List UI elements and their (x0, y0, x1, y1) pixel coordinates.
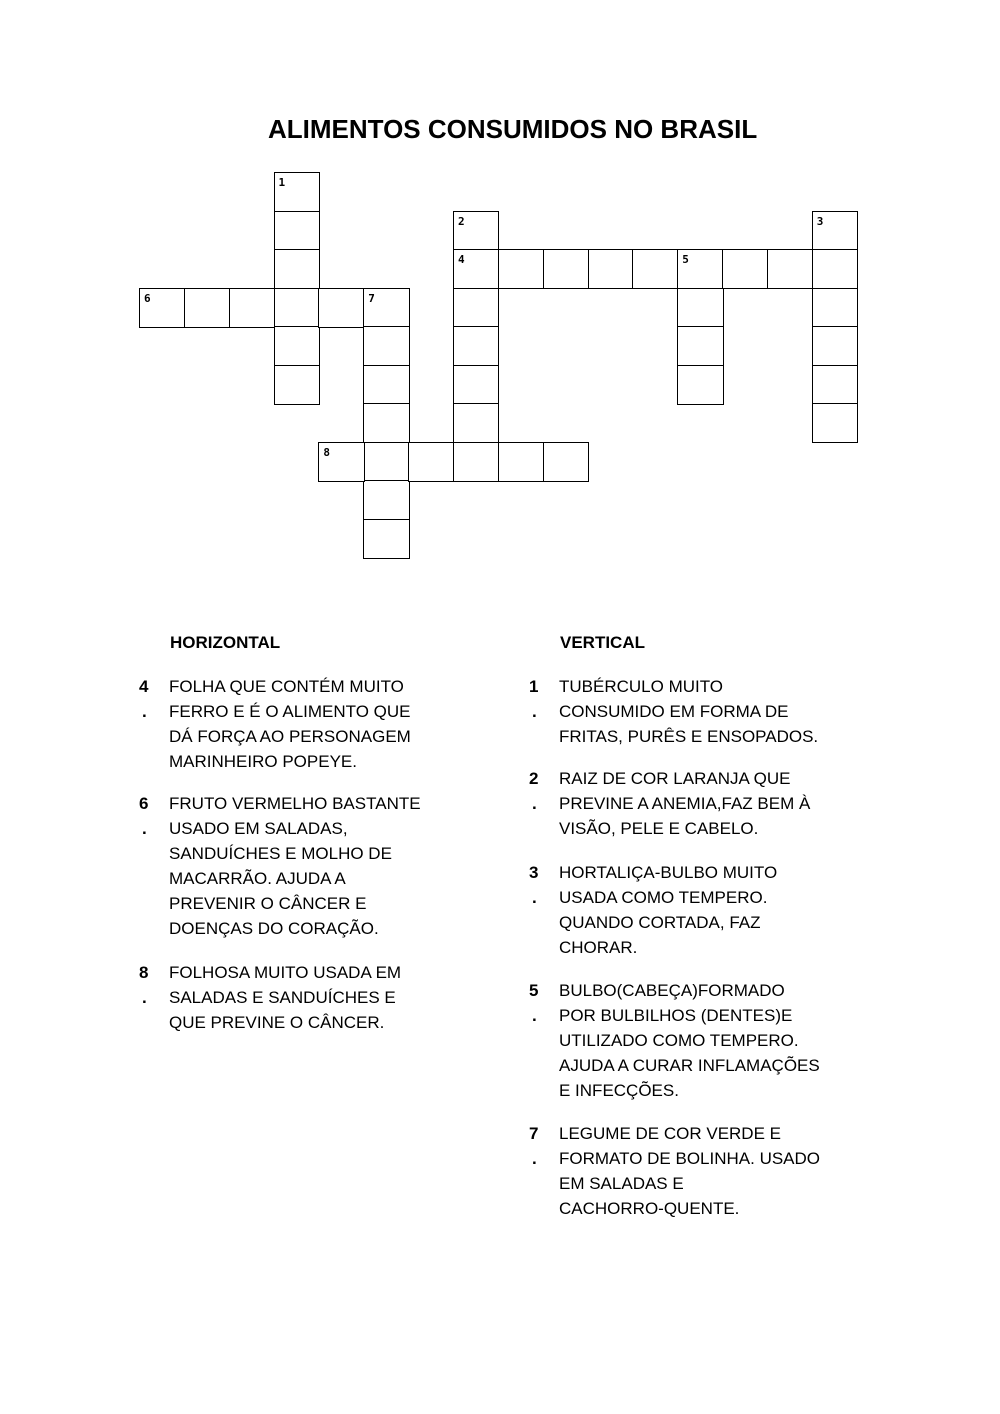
crossword-cell[interactable] (498, 249, 544, 289)
clue-down-1 (529, 674, 818, 749)
clue-line: CHORAR. (559, 938, 638, 957)
crossword-cell[interactable] (274, 288, 320, 328)
clue-number: 4 (139, 677, 149, 696)
clue-line: CONSUMIDO EM FORMA DE (559, 702, 789, 721)
crossword-cell[interactable] (812, 249, 858, 289)
crossword-cell[interactable] (453, 326, 499, 366)
clue-number: 3 (529, 863, 539, 882)
clue-dot: . (532, 1149, 537, 1168)
clue-down-2 (529, 766, 810, 841)
crossword-cell[interactable] (274, 365, 320, 405)
crossword-cell[interactable] (722, 249, 768, 289)
clue-number: 6 (139, 794, 149, 813)
clue-dot: . (532, 888, 537, 907)
cell-number-label: 4 (457, 253, 465, 266)
clue-line: FORMATO DE BOLINHA. USADO (559, 1149, 821, 1168)
crossword-cell[interactable] (139, 288, 185, 328)
crossword-cell[interactable] (677, 326, 723, 366)
crossword-cell[interactable] (274, 326, 320, 366)
clue-number: 5 (529, 981, 539, 1000)
crossword-cell[interactable] (588, 249, 634, 289)
cell-number-label: 1 (278, 176, 286, 189)
crossword-cell[interactable] (812, 403, 858, 443)
crossword-cell[interactable] (363, 519, 409, 559)
crossword-cell[interactable] (318, 288, 364, 328)
crossword-cell[interactable] (408, 442, 454, 482)
clue-line: CACHORRO-QUENTE. (559, 1199, 740, 1218)
clue-line: USADO EM SALADAS, (169, 819, 348, 838)
clue-line: QUE PREVINE O CÂNCER. (169, 1013, 385, 1032)
clue-line: FRITAS, PURÊS E ENSOPADOS. (559, 727, 819, 746)
crossword-cell[interactable] (274, 211, 320, 251)
clue-line: AJUDA A CURAR INFLAMAÇÕES (559, 1056, 820, 1075)
clue-dot: . (532, 1006, 537, 1025)
crossword-cell[interactable] (453, 403, 499, 443)
clue-line: POR BULBILHOS (DENTES)E (559, 1006, 793, 1025)
clue-number: 7 (529, 1124, 539, 1143)
clue-dot: . (532, 794, 537, 813)
crossword-cell[interactable] (498, 442, 544, 482)
cell-number-label: 3 (816, 214, 824, 228)
clue-line: MACARRÃO. AJUDA A (169, 869, 346, 888)
crossword-cell[interactable] (632, 249, 678, 289)
clue-line: QUANDO CORTADA, FAZ (559, 913, 761, 932)
clue-line: TUBÉRCULO MUITO (559, 677, 724, 696)
vertical-heading: VERTICAL (560, 633, 645, 652)
clue-down-7 (529, 1121, 820, 1221)
clue-dot: . (142, 988, 147, 1007)
crossword-cell[interactable] (363, 403, 409, 443)
crossword-cell[interactable] (363, 442, 409, 482)
crossword-cell[interactable] (363, 365, 409, 405)
crossword-cell[interactable] (677, 288, 723, 328)
crossword-cell[interactable] (767, 249, 813, 289)
crossword-cell[interactable] (812, 326, 858, 366)
crossword-cell[interactable] (453, 249, 499, 289)
crossword-cell[interactable] (543, 442, 589, 482)
clue-line: DÁ FORÇA AO PERSONAGEM (169, 727, 411, 746)
crossword-cell[interactable] (274, 249, 320, 289)
clue-number: 2 (529, 769, 539, 788)
crossword-cell[interactable] (812, 365, 858, 405)
crossword-cell[interactable] (453, 442, 499, 482)
clue-dot: . (142, 702, 147, 721)
cell-number-label: 5 (682, 253, 689, 266)
clue-line: BULBO(CABEÇA)FORMADO (559, 981, 785, 1000)
clue-line: VISÃO, PELE E CABELO. (559, 819, 759, 838)
crossword-cell[interactable] (543, 249, 589, 289)
clue-down-5 (529, 978, 820, 1103)
clue-dot: . (142, 819, 147, 838)
crossword-cell[interactable] (274, 172, 320, 212)
crossword-cell[interactable] (453, 365, 499, 405)
clue-line: E INFECÇÕES. (559, 1081, 679, 1100)
crossword-cell[interactable] (812, 288, 858, 328)
horizontal-heading: HORIZONTAL (170, 633, 281, 652)
cell-number-label: 8 (323, 445, 331, 459)
clue-dot: . (532, 702, 537, 721)
clue-line: FOLHOSA MUITO USADA EM (169, 963, 402, 982)
crossword-cell[interactable] (363, 480, 409, 520)
clue-line: FOLHA QUE CONTÉM MUITO (169, 677, 404, 696)
clue-line: MARINHEIRO POPEYE. (169, 752, 357, 771)
clue-line: EM SALADAS E (559, 1174, 684, 1193)
clue-line: PREVENIR O CÂNCER E (169, 894, 367, 913)
crossword-cell[interactable] (318, 442, 364, 482)
crossword-cell[interactable] (677, 365, 723, 405)
clue-line: UTILIZADO COMO TEMPERO. (559, 1031, 799, 1050)
clue-line: DOENÇAS DO CORAÇÃO. (169, 919, 379, 938)
crossword-cell[interactable] (184, 288, 230, 328)
clue-across-6 (139, 791, 421, 941)
clue-line: PREVINE A ANEMIA,FAZ BEM À (559, 794, 811, 813)
clue-line: SALADAS E SANDUÍCHES E (169, 988, 396, 1007)
crossword-cell[interactable] (363, 288, 409, 328)
clue-line: LEGUME DE COR VERDE E (559, 1124, 781, 1143)
page-title: ALIMENTOS CONSUMIDOS NO BRASIL (268, 114, 758, 144)
cell-number-label: 7 (368, 291, 375, 305)
cell-number-label: 6 (144, 291, 151, 305)
crossword-cell[interactable] (453, 211, 499, 251)
clue-line: HORTALIÇA-BULBO MUITO (559, 863, 778, 882)
crossword-cell[interactable] (812, 211, 858, 251)
crossword-cell[interactable] (363, 326, 409, 366)
clue-across-8 (139, 960, 401, 1035)
clue-line: SANDUÍCHES E MOLHO DE (169, 844, 392, 863)
clue-down-3 (529, 860, 777, 960)
clue-number: 8 (139, 963, 149, 982)
cell-number-label: 2 (457, 214, 465, 228)
clue-line: USADA COMO TEMPERO. (559, 888, 768, 907)
clue-line: FERRO E É O ALIMENTO QUE (169, 702, 411, 721)
crossword-cell[interactable] (453, 288, 499, 328)
crossword-cell[interactable] (229, 288, 275, 328)
clue-line: FRUTO VERMELHO BASTANTE (169, 794, 421, 813)
clue-line: RAIZ DE COR LARANJA QUE (559, 769, 791, 788)
clue-number: 1 (529, 677, 539, 696)
crossword-cell[interactable] (677, 249, 723, 289)
clue-across-4 (139, 674, 411, 774)
